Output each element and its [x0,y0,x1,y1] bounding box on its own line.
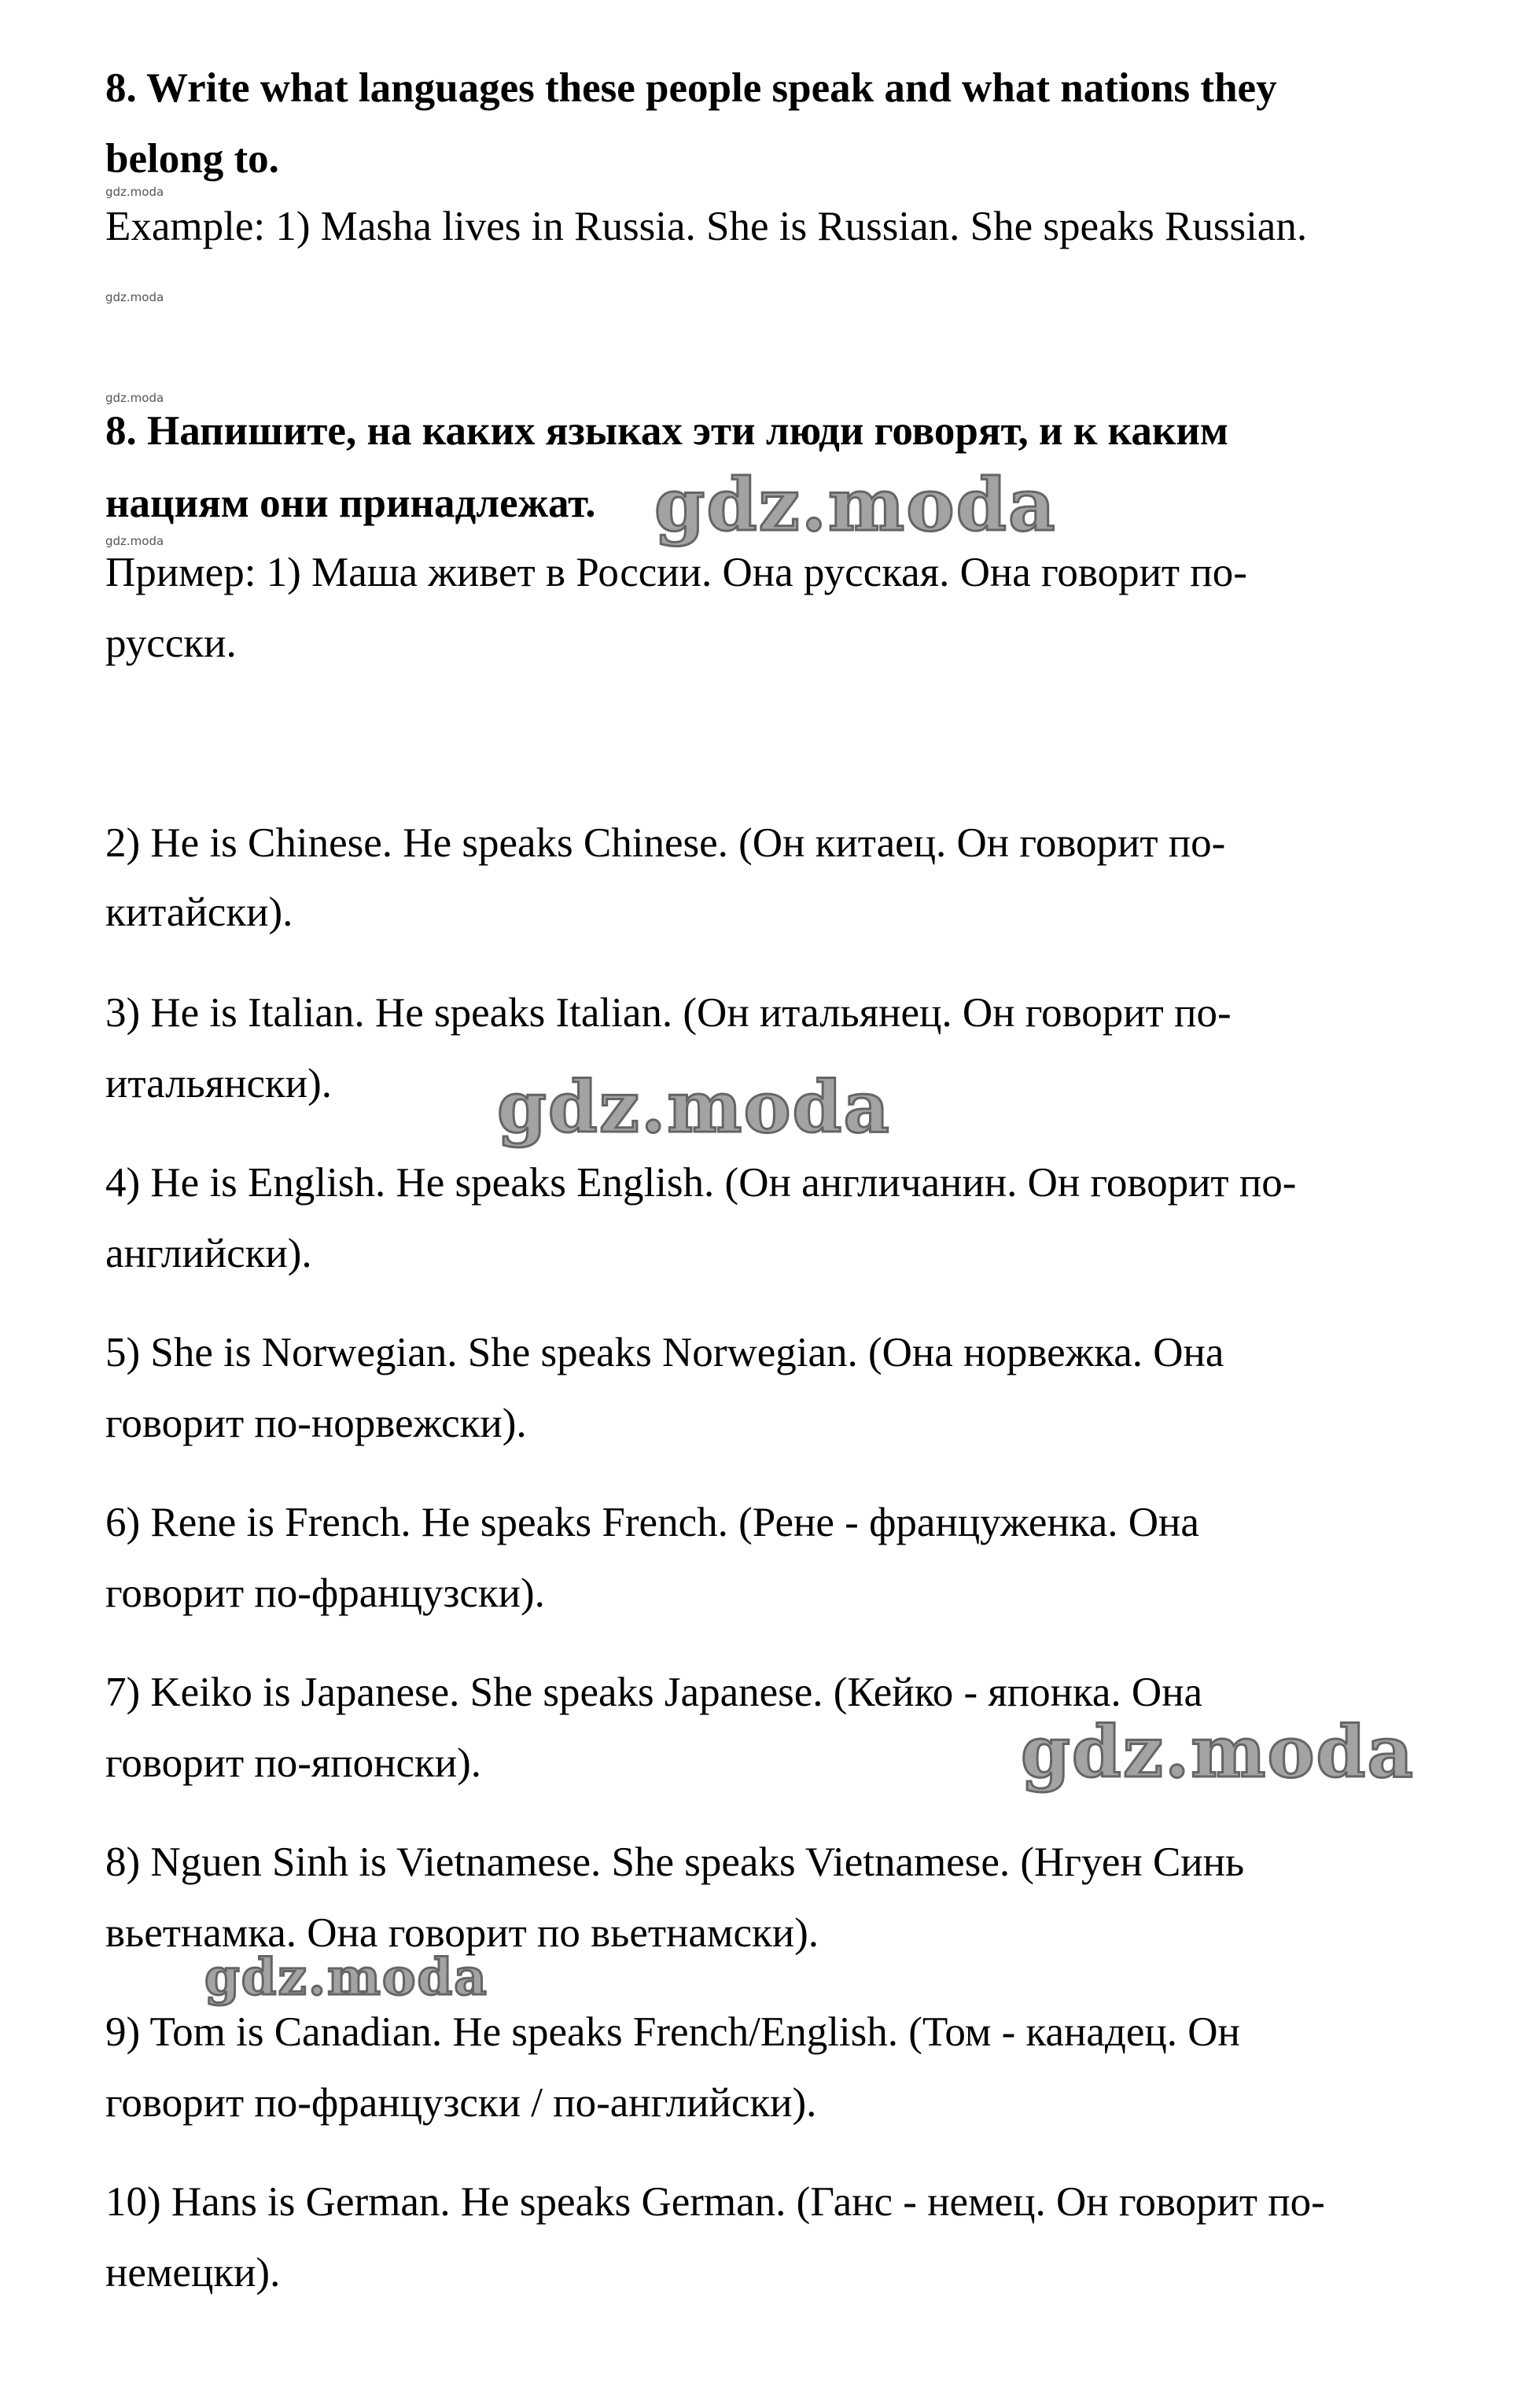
answer-9-line2: говорит по-французски / по-английски). [105,2080,817,2126]
answer-3-line1: 3) He is Italian. He speaks Italian. (Он итальянец. Он говорит по- [105,990,1232,1036]
answer-2-line2: китайски). [105,889,293,935]
answer-5-line2: говорит по-норвежски). [105,1401,527,1446]
example-ru-line1: Пример: 1) Маша живет в России. Она русская. Она говорит по- [105,550,1247,595]
exercise-title-ru-line1: 8. Напишите, на каких языках эти люди говорят, и к каким [105,408,1229,454]
answer-2-line1: 2) He is Chinese. He speaks Chinese. (Он китаец. Он говорит по- [105,820,1226,866]
answer-10-line1: 10) Hans is German. He speaks German. (Ганс - немец. Он говорит по- [105,2179,1325,2225]
watermark-large: gdz.moda [1021,1710,1415,1794]
answer-10-line2: немецки). [105,2250,281,2296]
exercise-title-en-line2: belong to. [105,136,279,182]
answer-6-line1: 6) Rene is French. He speaks French. (Рене - француженка. Она [105,1500,1199,1545]
watermark-small: gdz.moda [105,534,164,548]
watermark-small: gdz.moda [105,290,164,304]
watermark-large: gdz.moda [204,1948,488,2007]
answer-8-line1: 8) Nguen Sinh is Vietnamese. She speaks Vietnamese. (Нгуен Синь [105,1839,1245,1885]
example-ru-line2: русски. [105,620,237,666]
answer-8-line2: вьетнамка. Она говорит по вьетнамски). [105,1910,819,1956]
answer-6-line2: говорит по-французски). [105,1570,545,1616]
answer-3-line2: итальянски). [105,1061,333,1106]
exercise-title-ru-line2: нациям они принадлежат. [105,480,596,526]
watermark-large: gdz.moda [654,462,1057,547]
answer-7-line2: говорит по-японски). [105,1740,482,1786]
example-en: Example: 1) Masha lives in Russia. She is Russian. She speaks Russian. [105,204,1308,249]
watermark-large: gdz.moda [497,1066,891,1149]
answer-4-line2: английски). [105,1231,312,1276]
answer-4-line1: 4) He is English. He speaks English. (Он англичанин. Он говорит по- [105,1160,1297,1206]
exercise-title-en-line1: 8. Write what languages these people speak and what nations they [105,65,1277,111]
answer-5-line1: 5) She is Norwegian. She speaks Norwegian. (Она норвежка. Она [105,1330,1224,1375]
watermark-small: gdz.moda [105,185,164,199]
answer-9-line1: 9) Tom is Canadian. He speaks French/English. (Том - канадец. Он [105,2009,1240,2055]
answer-7-line1: 7) Keiko is Japanese. She speaks Japanese. (Кейко - японка. Она [105,1670,1203,1715]
watermark-small: gdz.moda [105,391,164,405]
